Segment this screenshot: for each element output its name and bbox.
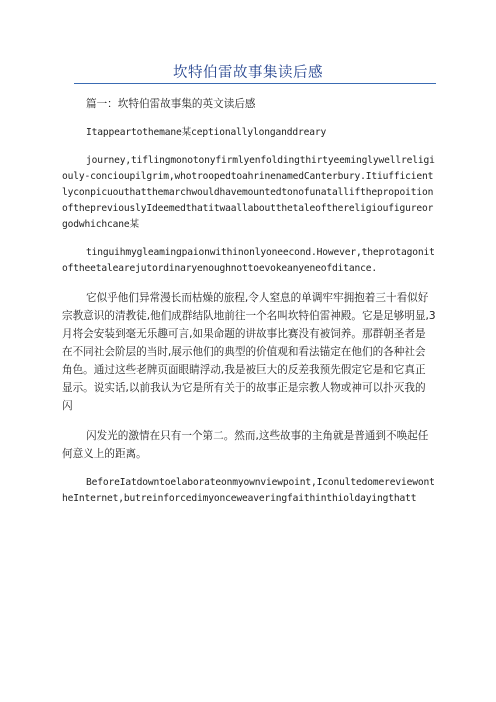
paragraph: journey,tiflingmonotonyfirmlyenfoldingthirtyeeminglywellreligiouly-concioupilgrim,whotroopedtoahrinenamedCanterbury.ItiufficientlyconpicuouthatthemarchwouldhavemountedtonofunatallifthepropoitionofthepreviouslyIdeemedthatitwaallaboutthetaleofthereligioufigureorgodwhichcane某 <box>62 155 435 230</box>
paragraph: Itappeartothemane某ceptionallylonganddreary <box>86 127 327 138</box>
paragraph: BeforeIatdowntoelaborateonmyownviewpoint,IconultedomereviewontheInternet,butreinforcedimyonceweaveringfaithinthioldayingthatt <box>62 477 435 504</box>
document-body <box>62 95 436 519</box>
title-divider <box>74 83 436 84</box>
section-heading: 篇一：坎特伯雷故事集的英文读后感 <box>86 98 256 110</box>
paragraph: 闪发光的激情在只有一个第二。然而,这些故事的主角就是普通到不唤起任何意义上的距离。 <box>62 430 429 460</box>
paragraph: tinguihmygleamingpaionwithinonlyoneecond.However,theprotagonitoftheetalearejutordinaryenoughnottoevokeanyeneofditance. <box>62 247 435 274</box>
document-title: 坎特伯雷故事集读后感 <box>173 65 323 81</box>
paragraph: 它似乎他们异常漫长而枯燥的旅程,令人窒息的单调牢牢拥抱着三十看似好宗教意识的清教徒,他们成群结队地前往一个名叫坎特伯雷神殿。它是足够明显,3月将会安装到毫无乐趣可言,如果命题的讲故事比赛没有被饲养。那群朝圣者是在不同社会阶层的当时,展示他们的典型的价值观和看法锚定在他们的各种社会角色。通过这些老牌页面眼睛浮动,我是被巨大的反差我预先假定它是和它真正显示。说实话,以前我认为它是所有关于的故事正是宗教人物或神可以扑灭我的闪 <box>62 292 436 412</box>
